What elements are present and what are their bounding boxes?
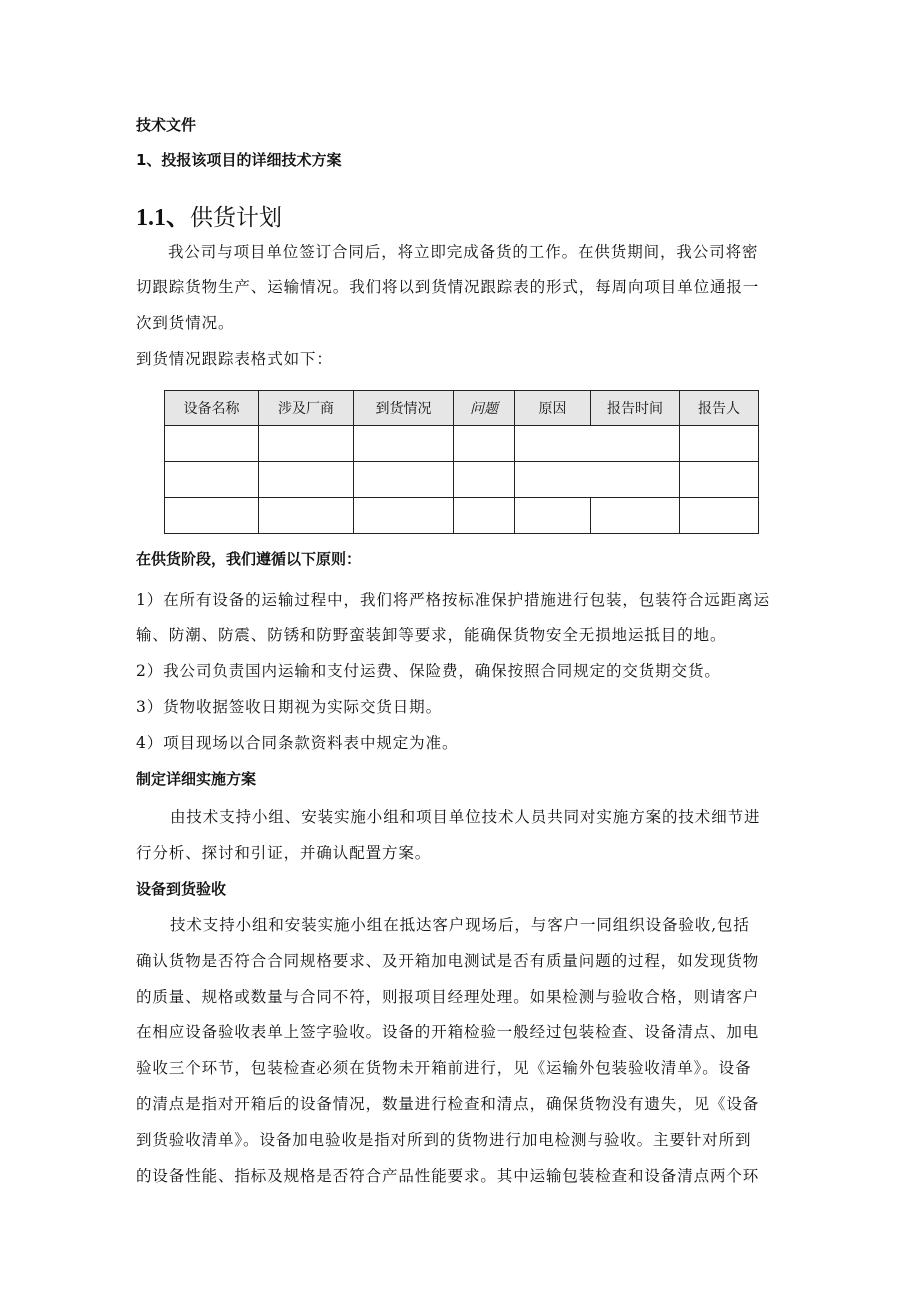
table-cell xyxy=(454,426,515,462)
col-header: 到货情况 xyxy=(354,391,454,426)
table-cell xyxy=(454,462,515,498)
intro-line: 我公司与项目单位签订合同后，将立即完成备货的工作。在供货期间，我公司将密 xyxy=(168,243,759,261)
table-cell xyxy=(259,426,354,462)
table-cell xyxy=(259,498,354,534)
section-title: 供货计划 xyxy=(190,205,282,231)
section-1-heading: 1、投报该项目的详细技术方案 xyxy=(136,151,342,169)
plan-heading: 制定详细实施方案 xyxy=(136,770,257,788)
principle-line: 3）货物收据签收日期视为实际交货日期。 xyxy=(136,698,442,716)
principle-line: 2）我公司负责国内运输和支付运费、保险费，确保按照合同规定的交货期交货。 xyxy=(136,662,721,680)
table-cell xyxy=(354,498,454,534)
plan-line: 由技术支持小组、安装实施小组和项目单位技术人员共同对实施方案的技术细节进 xyxy=(170,808,761,826)
intro-line: 切跟踪货物生产、运输情况。我们将以到货情况跟踪表的形式，每周向项目单位通报一 xyxy=(136,278,760,296)
col-header: 设备名称 xyxy=(165,391,259,426)
table-header-row xyxy=(165,391,759,426)
table-cell xyxy=(354,426,454,462)
acceptance-heading: 设备到货验收 xyxy=(136,880,227,898)
intro-line: 次到货情况。 xyxy=(136,314,235,332)
tracking-table xyxy=(164,390,759,534)
table-cell xyxy=(515,498,591,534)
principles-heading: 在供货阶段，我们遵循以下原则： xyxy=(136,550,362,568)
table-cell xyxy=(165,462,259,498)
principle-line: 1）在所有设备的运输过程中，我们将严格按标准保护措施进行包装，包装符合远距离运 xyxy=(136,591,770,609)
acceptance-line: 到货验收清单》。设备加电验收是指对所到的货物进行加电检测与验收。主要针对所到 xyxy=(136,1131,752,1149)
table-cell xyxy=(680,462,759,498)
section-number: 1.1、 xyxy=(136,205,190,231)
plan-line: 行分析、探讨和引证，并确认配置方案。 xyxy=(136,844,432,862)
section-1-1-heading xyxy=(136,197,282,232)
table-row xyxy=(165,426,759,462)
table-cell xyxy=(165,426,259,462)
table-cell xyxy=(354,462,454,498)
table-cell xyxy=(591,498,680,534)
acceptance-line: 的设备性能、指标及规格是否符合产品性能要求。其中运输包装检查和设备清点两个环 xyxy=(136,1167,760,1185)
table-cell xyxy=(454,498,515,534)
col-header: 报告人 xyxy=(680,391,759,426)
principle-line: 输、防潮、防震、防锈和防野蛮装卸等要求，能确保货物安全无损地运抵目的地。 xyxy=(136,626,727,644)
acceptance-line: 验收三个环节，包装检查必须在货物未开箱前进行，见《运输外包装验收清单》。设备 xyxy=(136,1059,752,1077)
col-header: 问题 xyxy=(454,391,515,426)
table-intro: 到货情况跟踪表格式如下： xyxy=(136,350,333,368)
acceptance-line: 的质量、规格或数量与合同不符，则报项目经理处理。如果检测与验收合格，则请客户 xyxy=(136,988,760,1006)
table-cell xyxy=(680,498,759,534)
acceptance-line: 技术支持小组和安装实施小组在抵达客户现场后，与客户一同组织设备验收,包括 xyxy=(170,916,750,934)
acceptance-line: 的清点是指对开箱后的设备情况，数量进行检查和清点，确保货物没有遗失，见《设备 xyxy=(136,1095,760,1113)
acceptance-line: 在相应设备验收表单上签字验收。设备的开箱检验一般经过包装检查、设备清点、加电 xyxy=(136,1023,760,1041)
table-cell xyxy=(515,426,680,462)
acceptance-line: 确认货物是否符合合同规格要求、及开箱加电测试是否有质量问题的过程，如发现货物 xyxy=(136,952,760,970)
table-cell xyxy=(259,462,354,498)
col-header: 原因 xyxy=(515,391,591,426)
table-row xyxy=(165,462,759,498)
table-row xyxy=(165,498,759,534)
col-header: 报告时间 xyxy=(591,391,680,426)
col-header: 涉及厂商 xyxy=(259,391,354,426)
table-cell xyxy=(165,498,259,534)
table-cell xyxy=(680,426,759,462)
doc-heading: 技术文件 xyxy=(136,116,197,134)
principle-line: 4）项目现场以合同条款资料表中规定为准。 xyxy=(136,734,459,752)
table-cell xyxy=(515,462,680,498)
